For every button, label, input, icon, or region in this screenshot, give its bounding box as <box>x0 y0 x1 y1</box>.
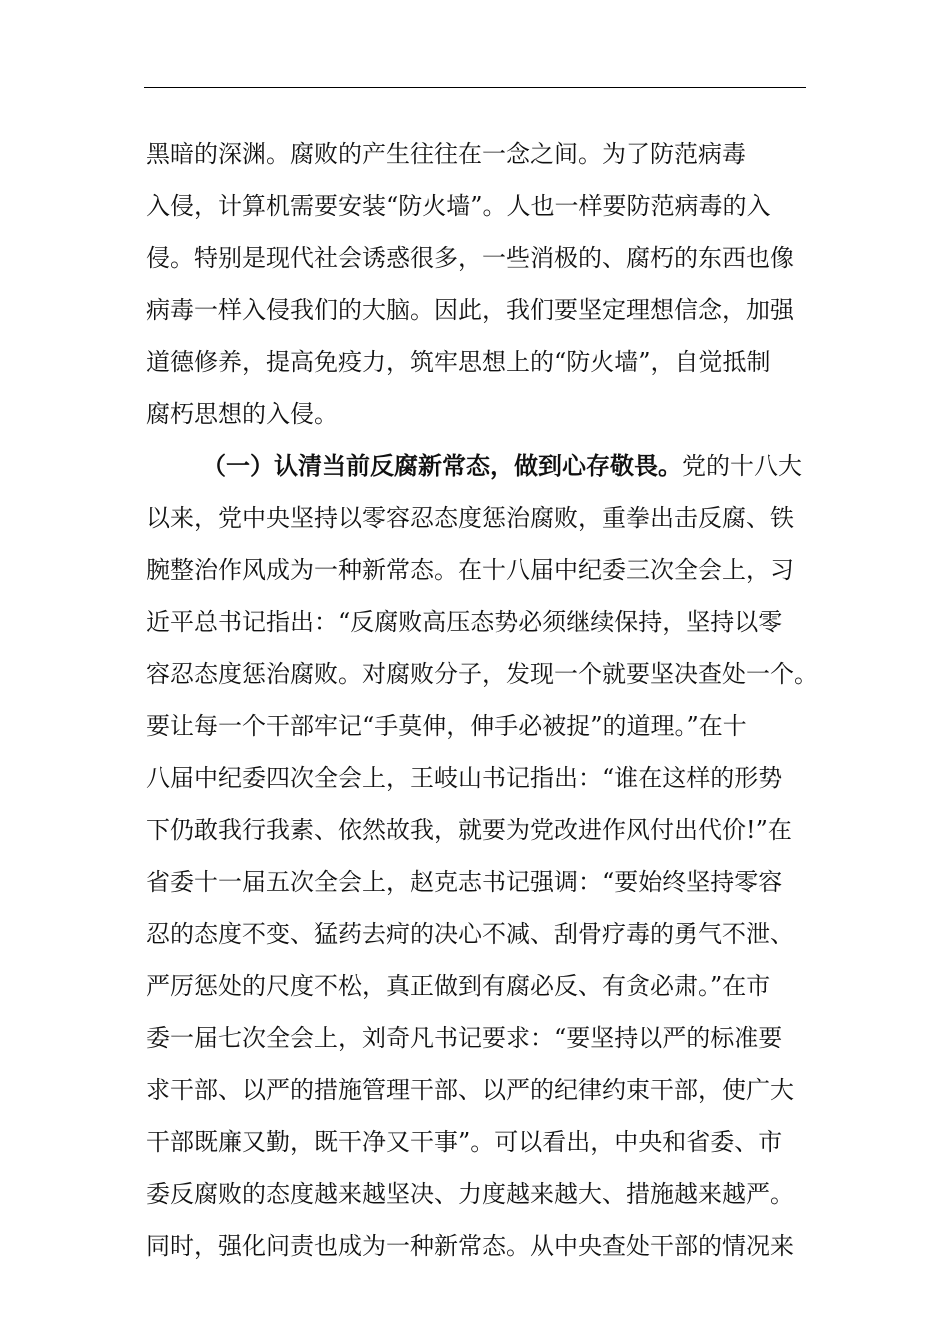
text-line: 要让每一个干部牢记“手莫伸，伸手必被捉”的道理。”在十 <box>146 712 747 740</box>
text-line: 干部既廉又勤，既干净又干事”。可以看出，中央和省委、市 <box>146 1128 783 1156</box>
section-heading: （一）认清当前反腐新常态，做到心存敬畏。 <box>202 451 682 480</box>
text-line: 容忍态度惩治腐败。对腐败分子，发现一个就要坚决查处一个。 <box>146 660 818 688</box>
section-first-line <box>146 440 810 492</box>
text-line: 求干部、以严的措施管理干部、以严的纪律约束干部，使广大 <box>146 1076 794 1104</box>
text-line: 近平总书记指出：“反腐败高压态势必须继续保持，坚持以零 <box>146 608 783 636</box>
text-line: 黑暗的深渊。腐败的产生往往在一念之间。为了防范病毒 <box>146 140 746 168</box>
text-line: 以来，党中央坚持以零容忍态度惩治腐败，重拳出击反腐、铁 <box>146 504 794 532</box>
text-line: 下仍敢我行我素、依然故我，就要为党改进作风付出代价!”在 <box>146 816 792 844</box>
text-line: 委一届七次全会上，刘奇凡书记要求：“要坚持以严的标准要 <box>146 1024 783 1052</box>
text-line: 委反腐败的态度越来越坚决、力度越来越大、措施越来越严。 <box>146 1180 794 1208</box>
text-line: 腐朽思想的入侵。 <box>146 400 338 428</box>
document-body <box>146 128 818 1272</box>
text-line: 病毒一样入侵我们的大脑。因此，我们要坚定理想信念，加强 <box>146 296 794 324</box>
text-line: 侵。特别是现代社会诱惑很多，一些消极的、腐朽的东西也像 <box>146 244 794 272</box>
text-line: 忍的态度不变、猛药去疴的决心不减、刮骨疗毒的勇气不泄、 <box>146 920 794 948</box>
text-line: 省委十一届五次全会上，赵克志书记强调：“要始终坚持零容 <box>146 868 783 896</box>
text-line: 入侵，计算机需要安装“防火墙”。人也一样要防范病毒的入 <box>146 192 771 220</box>
text-line: 腕整治作风成为一种新常态。在十八届中纪委三次全会上，习 <box>146 556 794 584</box>
text-line: 八届中纪委四次全会上，王岐山书记指出：“谁在这样的形势 <box>146 764 783 792</box>
text-line: 道德修养，提高免疫力，筑牢思想上的“防火墙”，自觉抵制 <box>146 348 771 376</box>
text-line: 同时，强化问责也成为一种新常态。从中央查处干部的情况来 <box>146 1232 794 1260</box>
section-first-line-text: 党的十八大 <box>682 452 802 480</box>
text-line: 严厉惩处的尺度不松，真正做到有腐必反、有贪必肃。”在市 <box>146 972 771 1000</box>
header-rule <box>144 87 806 88</box>
